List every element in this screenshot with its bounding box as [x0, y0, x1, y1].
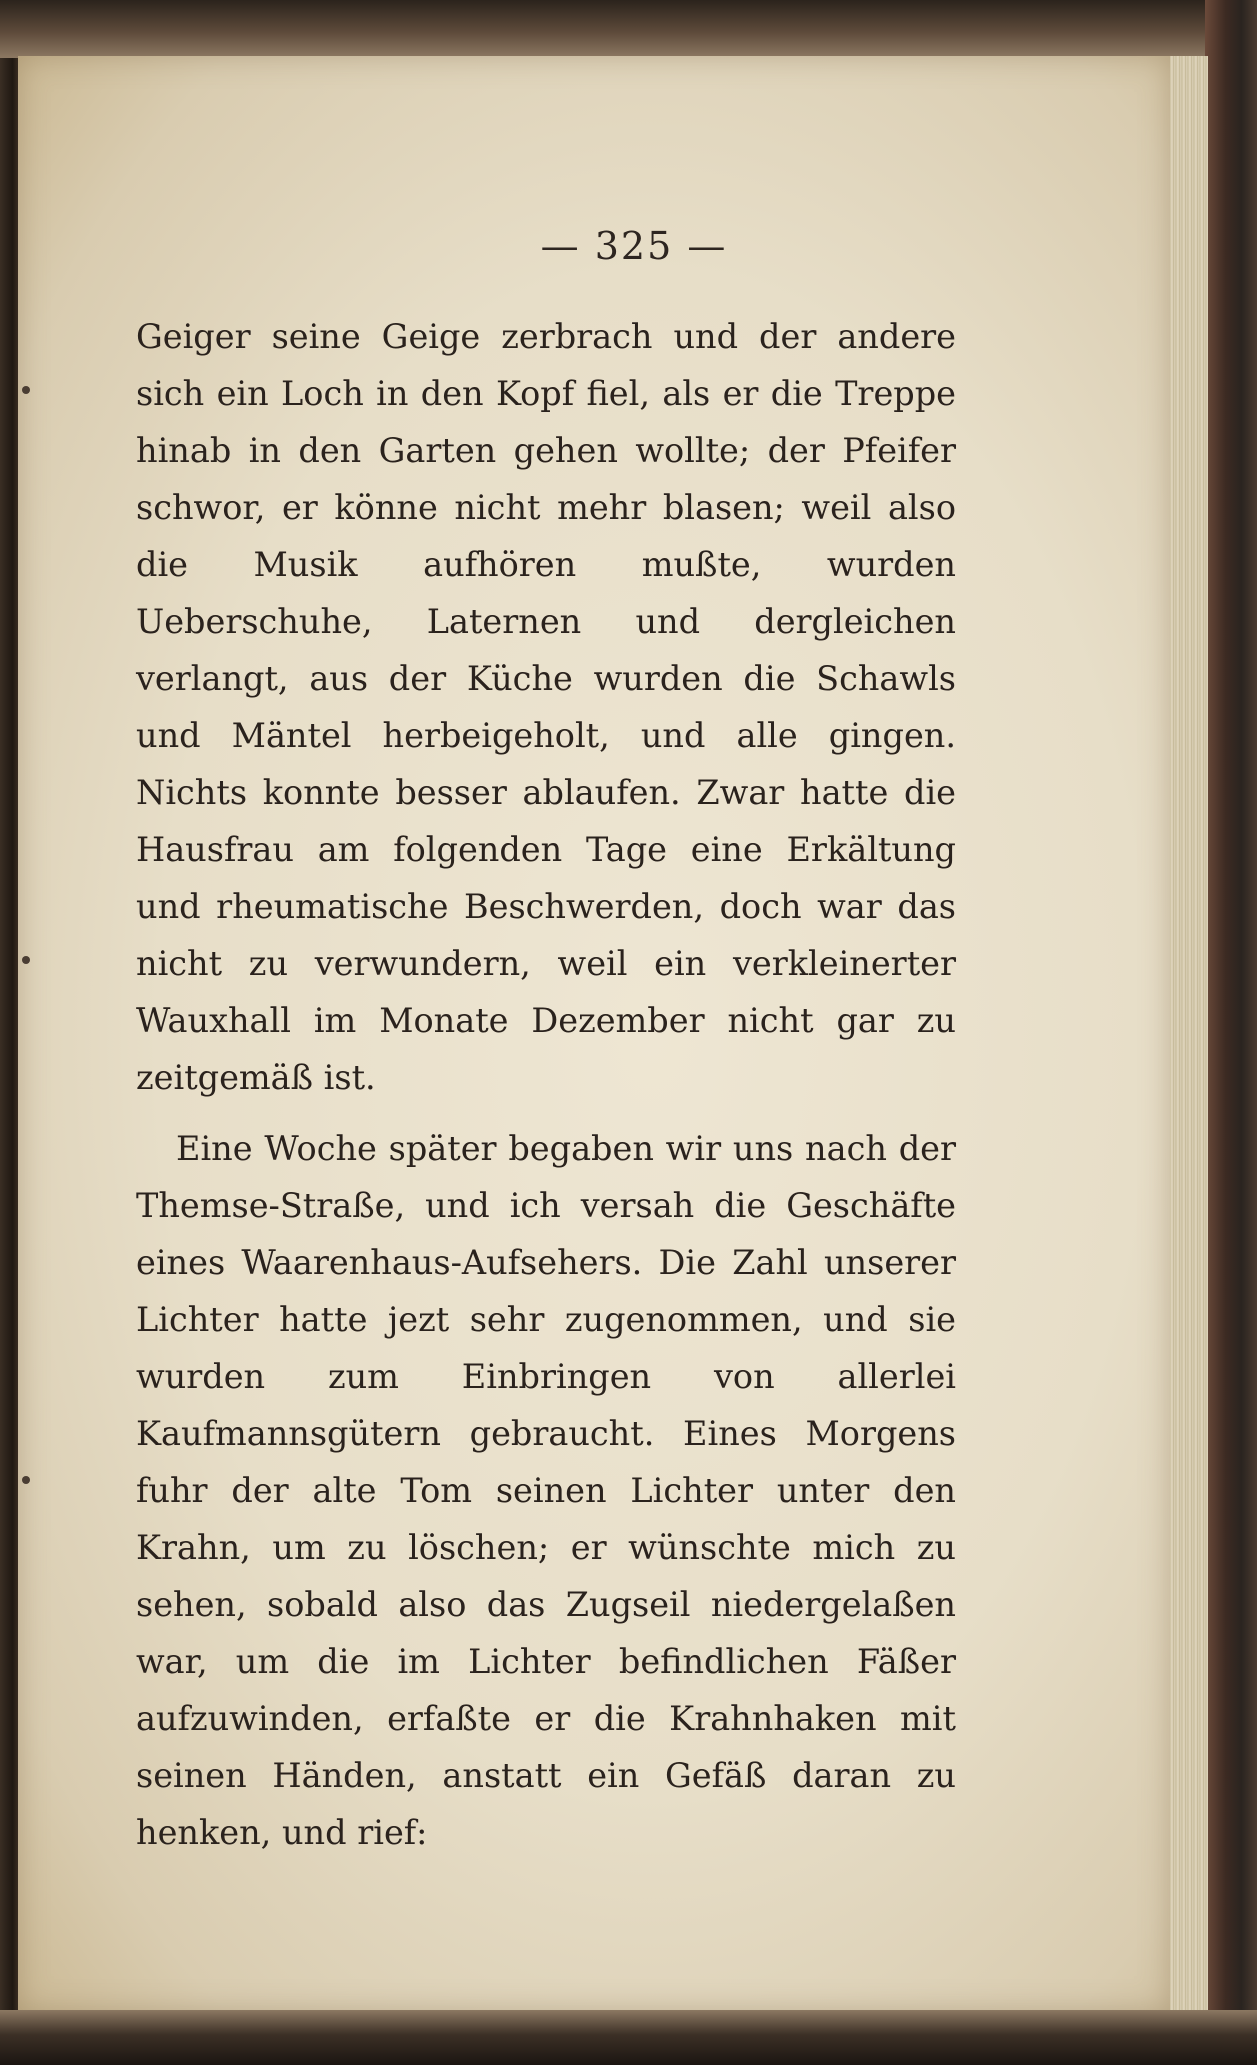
paragraph-2: Eine Woche später begaben wir uns nach der Themse-Straße, und ich versah die Geschäfte eines Waarenhaus-Aufsehers. Die Zahl unserer Lichter hatte jezt sehr zugenommen, und sie wurden zum Einbringen von allerlei Kaufmannsgütern gebraucht. Eines Morgens fuhr der alte Tom seinen Lichter unter den Krahn, um zu löschen; er wünschte mich zu sehen, sobald also das Zugseil niedergelaßen war, um die im Lichter befindlichen Fäßer aufzuwinden, erfaßte er die Krahnhaken mit seinen Händen, anstatt ein Gefäß daran zu henken, und rief:: [136, 1129, 956, 1852]
body-text: [136, 308, 956, 1861]
book-page: [18, 56, 1170, 2012]
margin-speck: [22, 956, 30, 964]
top-edge-shadow: [0, 0, 1257, 58]
paragraph-1: Geiger seine Geige zerbrach und der andere sich ein Loch in den Kopf fiel, als er die Treppe hinab in den Garten gehen wollte; der Pfeifer schwor, er könne nicht mehr blasen; weil also die Musik aufhören mußte, wurden Ueberschuhe, Laternen und dergleichen verlangt, aus der Küche wurden die Schawls und Mäntel herbeigeholt, und alle gingen. Nichts konnte besser ablaufen. Zwar hatte die Hausfrau am folgenden Tage eine Erkältung und rheumatische Beschwerden, doch war das nicht zu verwundern, weil ein verkleinerter Wauxhall im Monate Dezember nicht gar zu zeitgemäß ist.: [136, 317, 956, 1097]
margin-speck: [22, 1476, 30, 1484]
page-leaves-edge: [1168, 56, 1208, 2014]
book-cover-edge: [1205, 0, 1257, 2065]
bottom-edge-shadow: [0, 2010, 1257, 2065]
page-number: — 325 —: [540, 224, 728, 268]
margin-speck: [22, 386, 30, 394]
